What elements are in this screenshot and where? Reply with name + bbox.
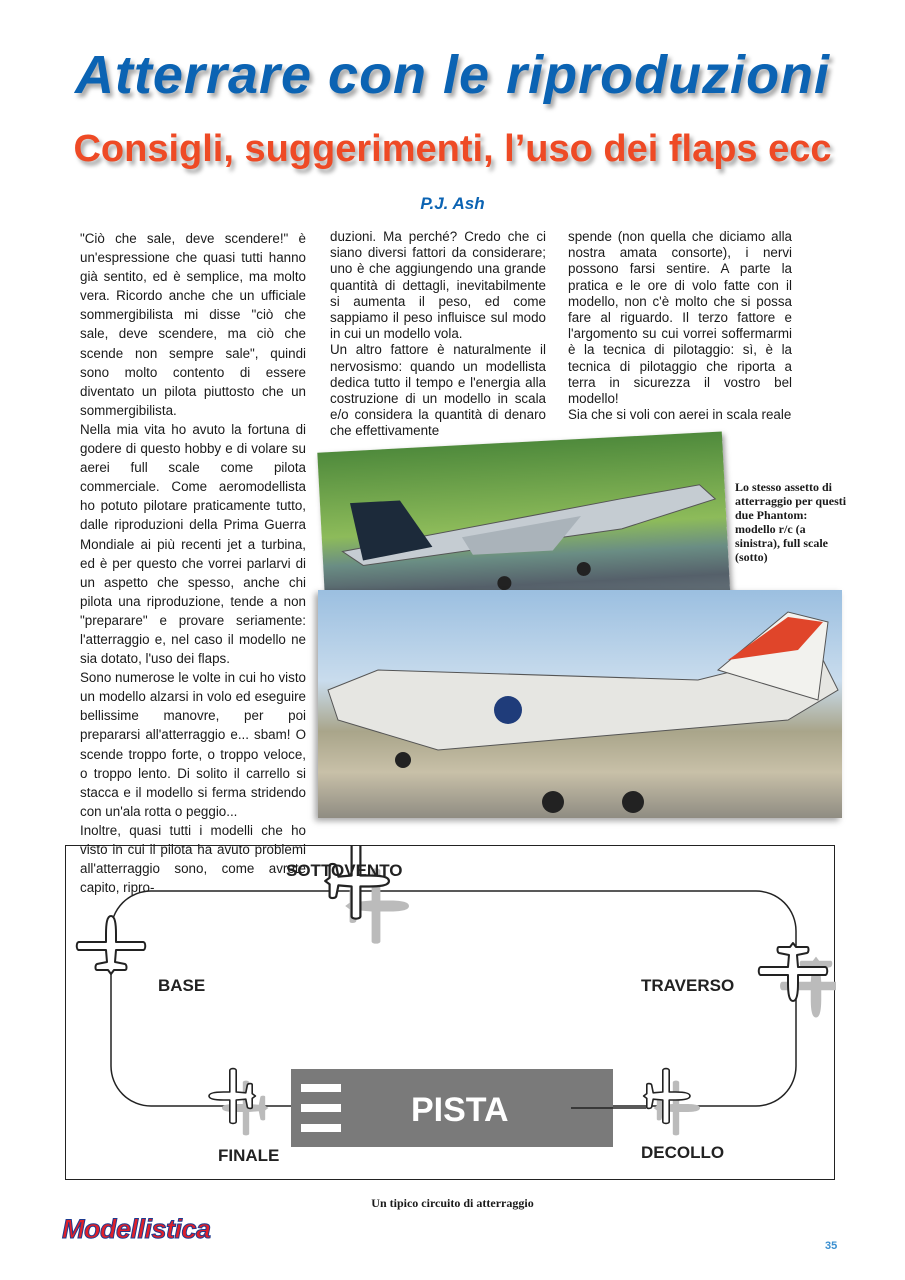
label-takeoff: DECOLLO	[641, 1143, 725, 1162]
paragraph: Sia che si voli con aerei in scala reale	[568, 407, 792, 423]
paragraph: Sono numerose le volte in cui ho visto un modello alzarsi in volo ed eseguire bellissime manovre, per poi prepararsi all'atterraggio e... sbam! O scende troppo forte, o troppo veloce, o troppo lento. Di solito il carrello si stacca e il modello si ferma stridendo con un'ala rotta o peggio...	[80, 670, 306, 819]
author: P.J. Ash	[420, 194, 485, 213]
label-crosswind: TRAVERSO	[641, 976, 735, 995]
text-column-1	[80, 229, 306, 897]
plane-takeoff-icon	[644, 1069, 690, 1124]
page-number: 35	[825, 1240, 838, 1252]
label-downwind: SOTTOVENTO	[286, 861, 403, 880]
paragraph: "Ciò che sale, deve scendere!" è un'espressione che quasi tutti hanno già sentito, ed è semplice, ma molto vera. Ricordo anche che un ufficiale sommergibilista mi disse "ciò che sale, deve scendere, ma ciò che scende non sempre sale", quindi sono molto contento di essere diventato un pilota piuttosto che un sommergibilista.	[80, 231, 306, 418]
article-title: Atterrare con le riproduzioni	[74, 45, 831, 105]
magazine-logo: Modellistica	[62, 1214, 211, 1244]
paragraph: Inoltre, quasi tutti i modelli che ho visto in cui il pilota ha avuto problemi all'atterraggio sono, come avrete capito, ripro-	[80, 822, 306, 896]
label-runway: PISTA	[411, 1091, 509, 1129]
plane-shadow-icon	[222, 1081, 268, 1136]
text-column-2	[330, 229, 546, 440]
landing-circuit-diagram	[65, 845, 835, 1180]
text-column-3	[568, 229, 792, 423]
label-base: BASE	[158, 976, 206, 995]
paragraph: duzioni. Ma perché? Credo che ci siano diversi fattori da considerare; uno è che aggiungendo una grande quantità di dettagli, inevitabilmente si aumenta il peso, ed come sappiamo il peso influisce sul modo in cui un modello vola.	[330, 229, 546, 342]
article-subtitle: Consigli, suggerimenti, l’uso dei flaps ecc	[73, 128, 832, 170]
paragraph: Nella mia vita ho avuto la fortuna di godere di questo hobby e di volare su aerei full scale come pilota commerciale. Come aeromodellista ho potuto pilotare praticamente tutto, dalle riproduzioni della Prima Guerra Mondiale ai più recenti jet a turbina, ed è per questo che vorrei parlarvi di un aspetto che spesso, anche chi pilota una riproduzione, tende a non "preparare" e provare seriamente: l'atterraggio e, nel caso il modello ne sia dotato, l'uso dei flaps.	[80, 421, 306, 667]
plane-base-icon	[77, 916, 146, 974]
photo-caption: Lo stesso assetto di atterraggio per questi due Phantom: modello r/c (a sinistra), full scale (sotto)	[735, 480, 847, 564]
diagram-caption: Un tipico circuito di atterraggio	[371, 1196, 534, 1210]
label-final: FINALE	[218, 1146, 280, 1165]
plane-shadow-icon	[654, 1081, 700, 1136]
full-scale-phantom-photo	[318, 590, 842, 818]
paragraph: spende (non quella che diciamo alla nostra amata consorte), i nervi possono farsi sentire. A parte la pratica e le ore di volo fatte con il modello, non c'è molto che si possa fare al riguardo. Il terzo fattore e l'argomento su cui vorrei soffermarmi è la tecnica di pilotaggio: sì, è la tecnica di pilotaggio che riporta a terra in sicurezza il vostro bel modello!	[568, 229, 792, 407]
paragraph: Un altro fattore è naturalmente il nervosismo: quando un modellista dedica tutto il tempo e l'energia alla costruzione di un modello in scala e/o considera la quantità di denaro che effettivamente	[330, 342, 546, 439]
